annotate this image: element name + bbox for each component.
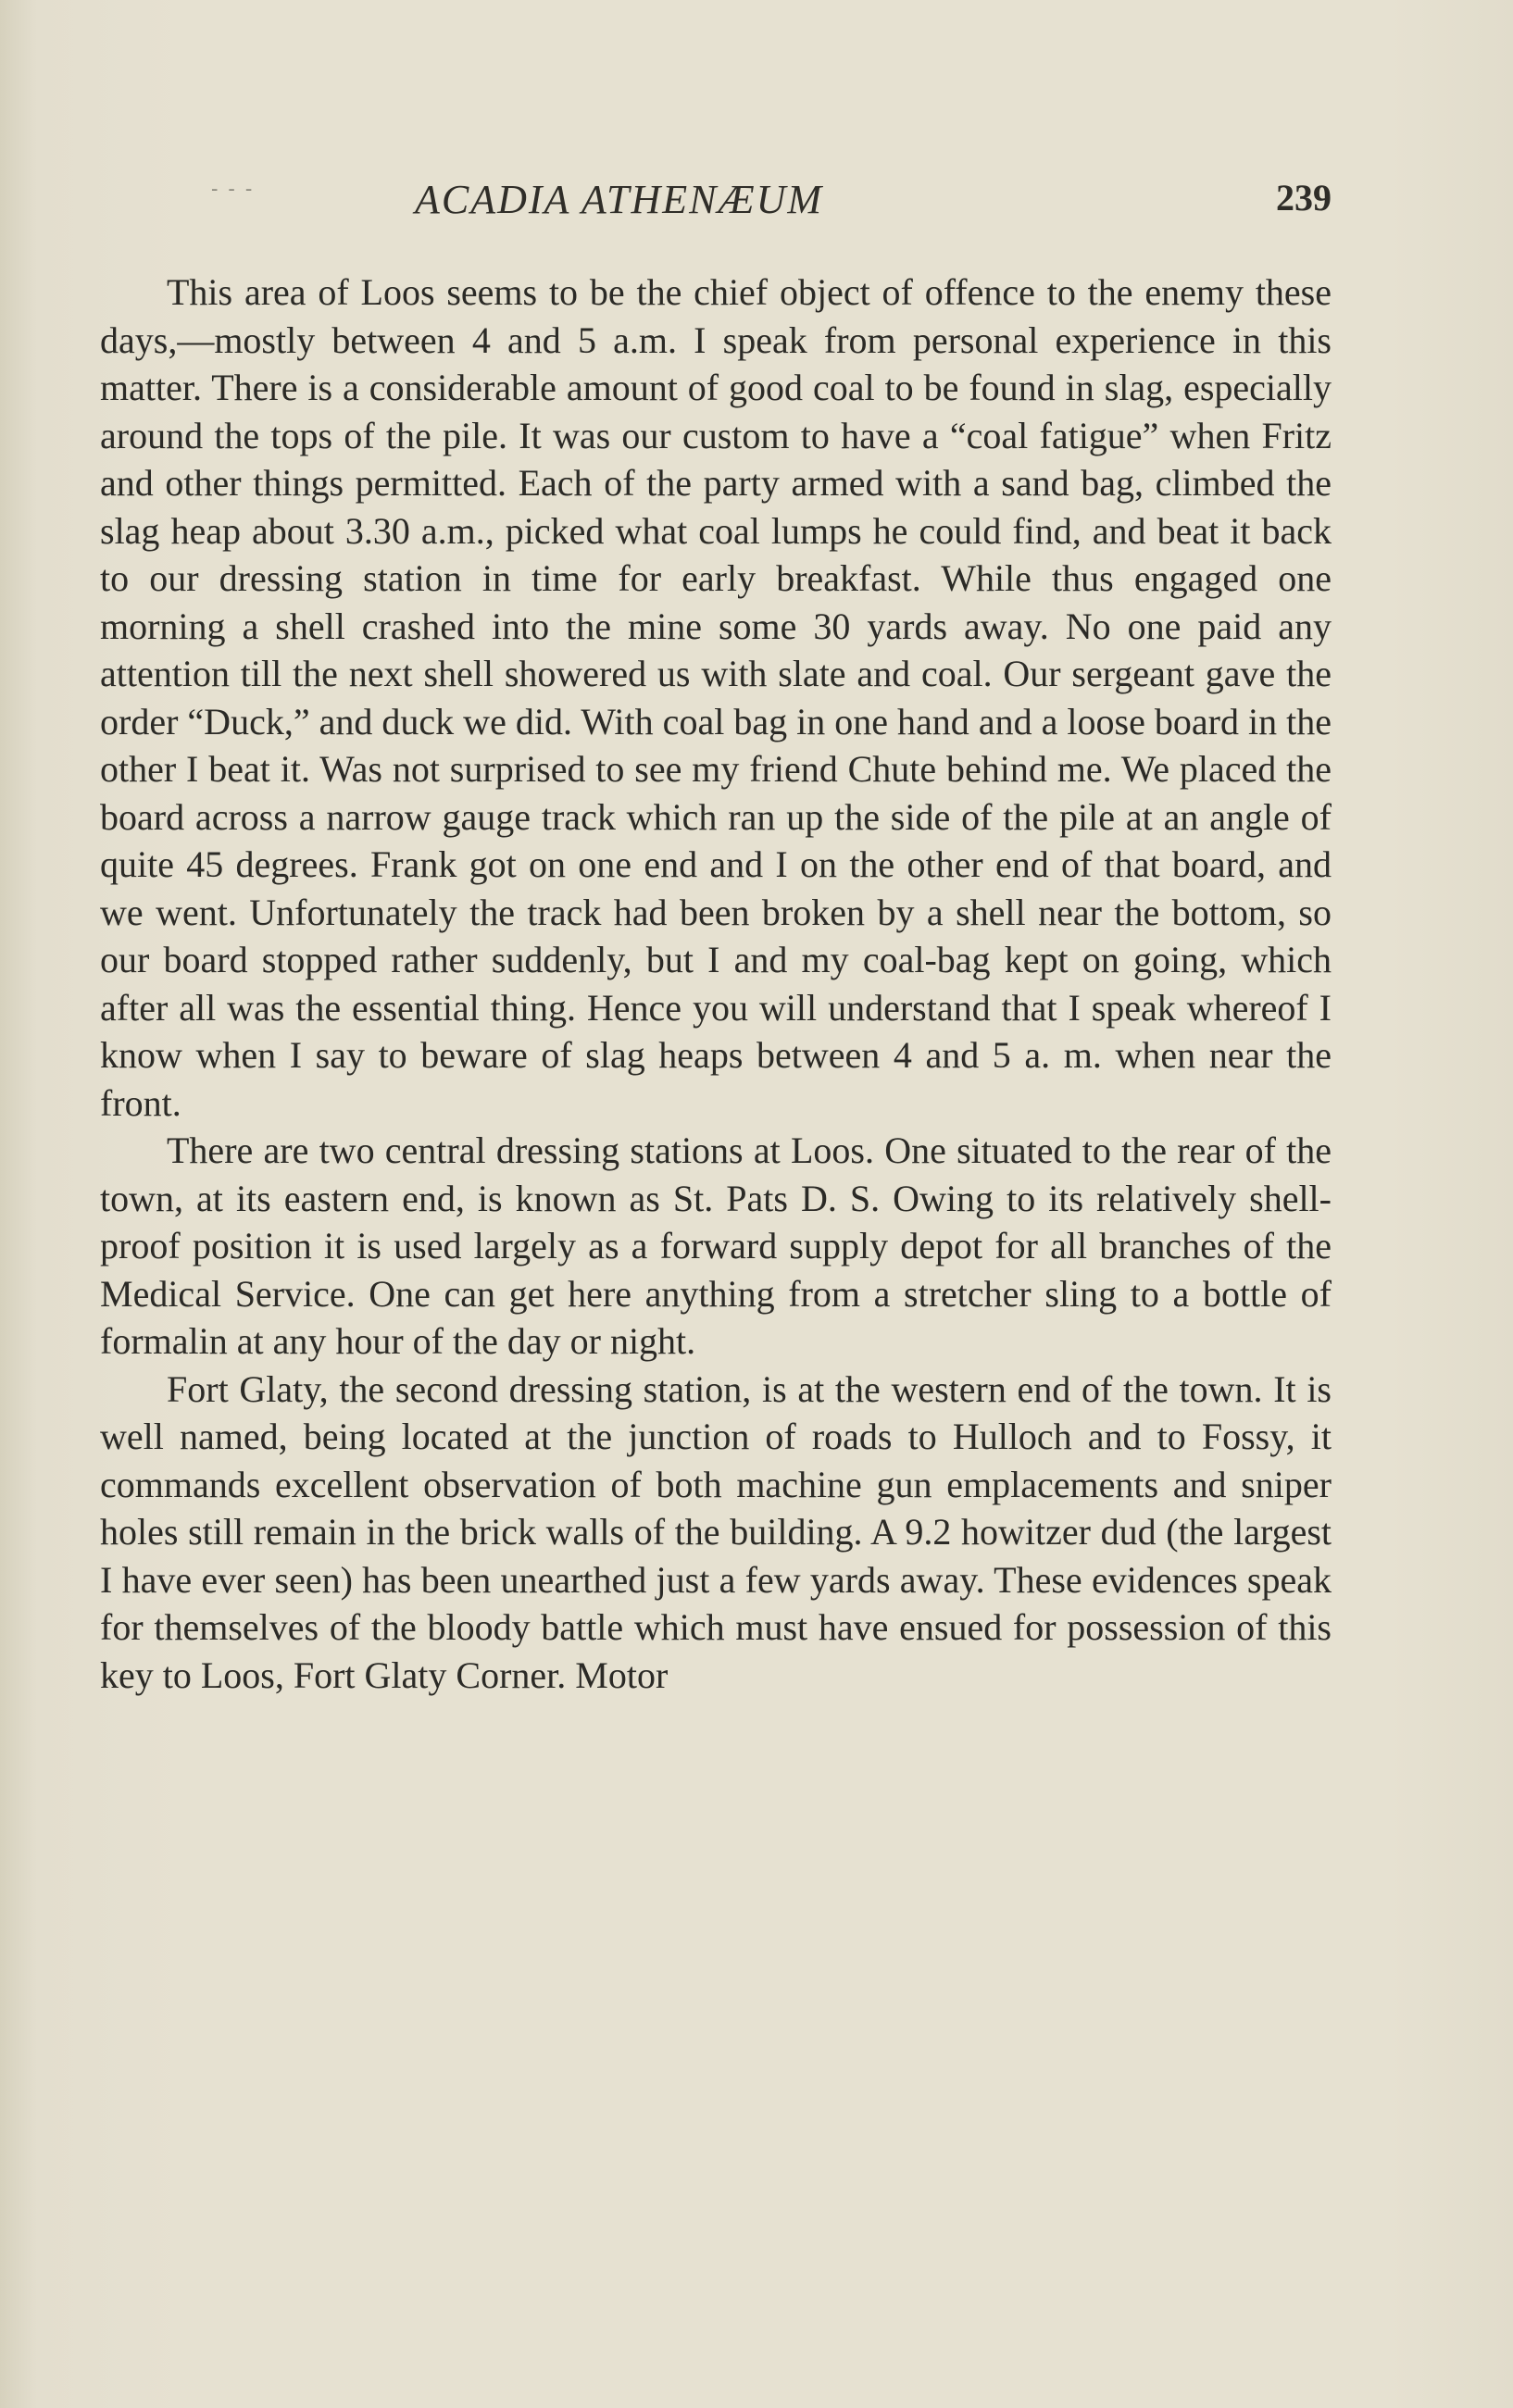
page-number: 239 (1276, 177, 1332, 218)
header-mark: - - - (211, 178, 255, 201)
running-header (100, 176, 1332, 231)
running-title: ACADIA ATHENÆUM (415, 177, 824, 222)
paragraph-fort-glaty: Fort Glaty, the second dressing station, is at the western end of the town. It is well named, being located at the junction of roads to Hulloch and to Fossy, it commands excellent observation of both machine gun emplacements and sniper holes still remain in the brick walls of the building. A 9.2 howitzer dud (the largest I have ever seen) has been unearthed just a few yards away. These evidences speak for themselves of the bloody battle which must have ensued for possession of this key to Loos, Fort Glaty Corner. Motor (100, 1367, 1332, 1696)
paragraph-slag-heap: This area of Loos seems to be the chief object of offence to the enemy these days,—mostly between 4 and 5 a.m. I speak from personal experience in this matter. There is a considerable amount of good coal to be found in slag, especially around the tops of the pile. It was our custom to have a “coal fatigue” when Fritz and other things permitted. Each of the party armed with a sand bag, climbed the slag heap about 3.30 a.m., picked what coal lumps he could find, and beat it back to our dressing station in time for early breakfast. While thus engaged one morning a shell crashed into the mine some 30 yards away. No one paid any attention till the next shell showered us with slate and coal. Our sergeant gave the order “Duck,” and duck we did. With coal bag in one hand and a loose board in the other I beat it. Was not surprised to see my friend Chute behind me. We placed the board across a narrow gauge track which ran up the side of the pile at an angle of quite 45 degrees. Frank got on one end and I on the other end of that board, and we went. Unfortunately the track had been broken by a shell near the bottom, so our board stopped rather suddenly, but I and my coal-bag kept on going, which after all was the essential thing. Hence you will understand that I speak whereof I know when I say to beware of slag heaps between 4 and 5 a. m. when near the front. (100, 271, 1332, 1124)
body-text (100, 268, 1332, 1699)
paragraph-dressing-stations: There are two central dressing stations at Loos. One situated to the rear of the town, at its eastern end, is known as St. Pats D. S. Owing to its relatively shell-proof position it is used largely as a forward supply depot for all branches of the Medical Service. One can get here anything from a stretcher sling to a bottle of formalin at any hour of the day or night. (100, 1129, 1332, 1362)
